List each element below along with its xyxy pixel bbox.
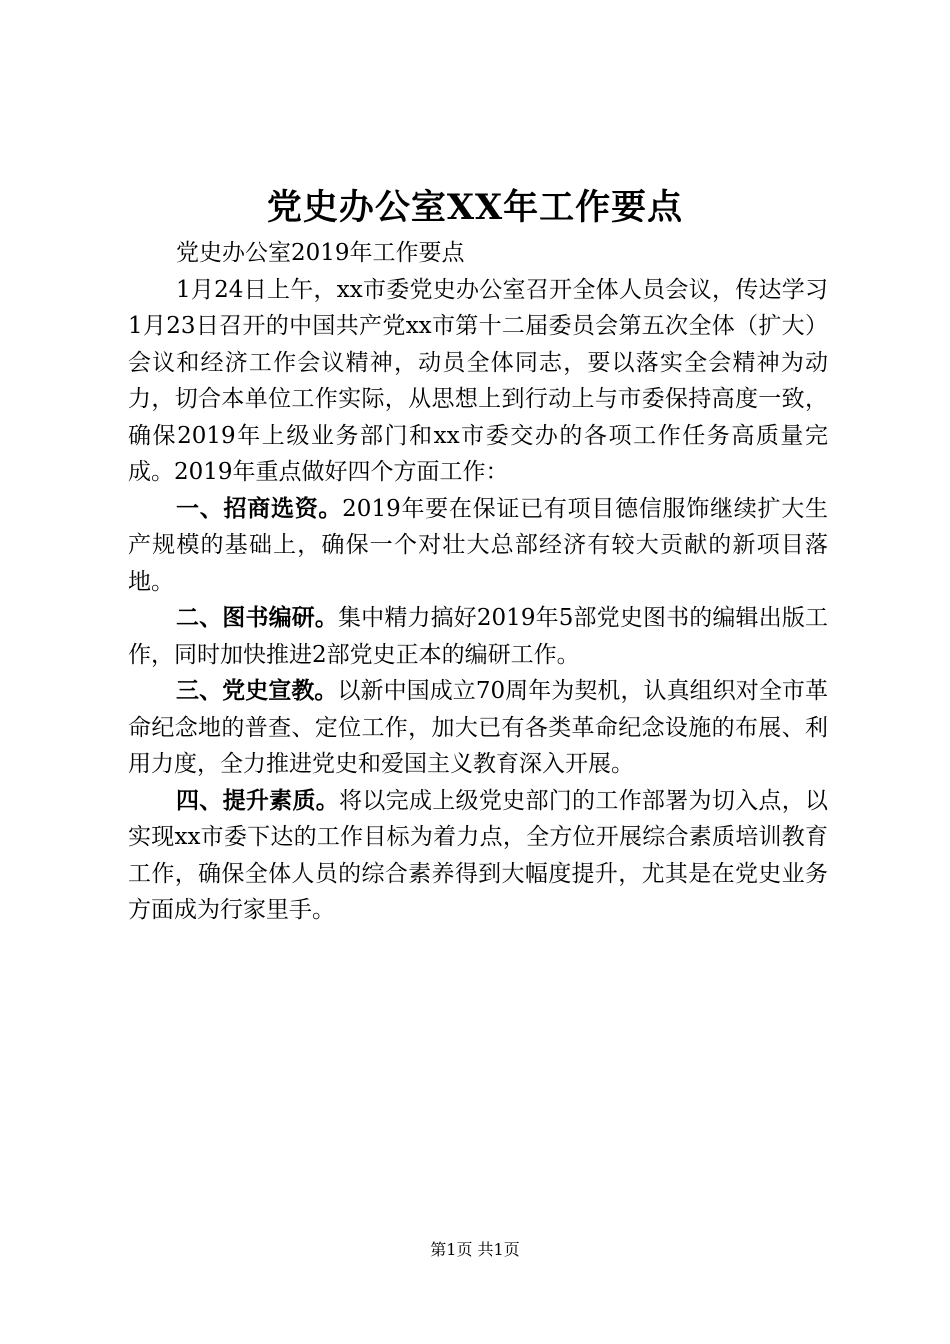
- section-text: 2019年要在保证已有项目德信服饰继续扩大生产规模的基础上，确保一个对壮大总部经济有较大贡献的新项目落地。: [128, 495, 828, 595]
- section-heading: 四、提升素质。: [176, 787, 340, 814]
- section-text: 以新中国成立70周年为契机，认真组织对全市革命纪念地的普查、定位工作，加大已有各类革命纪念设施的布展、利用力度，全力推进党史和爱国主义教育深入开展。: [128, 678, 828, 777]
- intro-paragraph: 1月24日上午，xx市委党史办公室召开全体人员会议，传达学习1月23日召开的中国共产党xx市第十二届委员会第五次全体（扩大）会议和经济工作会议精神，动员全体同志，要以落实全会精神为动力，切合本单位工作实际，从思想上到行动上与市委保持高度一致，确保2019年上级业务部门和xx市委交办的各项工作任务高质量完成。2019年重点做好四个方面工作：: [128, 276, 828, 485]
- section-paragraph: [128, 783, 828, 929]
- section-paragraph: [128, 600, 828, 673]
- section-heading: 三、党史宣教。: [176, 678, 338, 704]
- section-text: 集中精力搞好2019年5部党史图书的编辑出版工作，同时加快推进2部党史正本的编研工作。: [128, 605, 828, 668]
- section-heading: 二、图书编研。: [176, 605, 339, 631]
- section-paragraph: [128, 491, 828, 601]
- document-body: [128, 235, 828, 929]
- section-paragraph: [128, 673, 828, 783]
- section-heading: 一、招商选资。: [176, 495, 343, 522]
- section-text: 将以完成上级党史部门的工作部署为切入点，以实现xx市委下达的工作目标为着力点，全方位开展综合素质培训教育工作，确保全体人员的综合素养得到大幅度提升，尤其是在党史业务方面成为行家里手。: [128, 787, 829, 923]
- document-subtitle: 党史办公室2019年工作要点: [176, 240, 465, 266]
- page-footer: 第1页 共1页: [430, 1240, 520, 1259]
- document-title: 党史办公室XX年工作要点: [266, 187, 684, 228]
